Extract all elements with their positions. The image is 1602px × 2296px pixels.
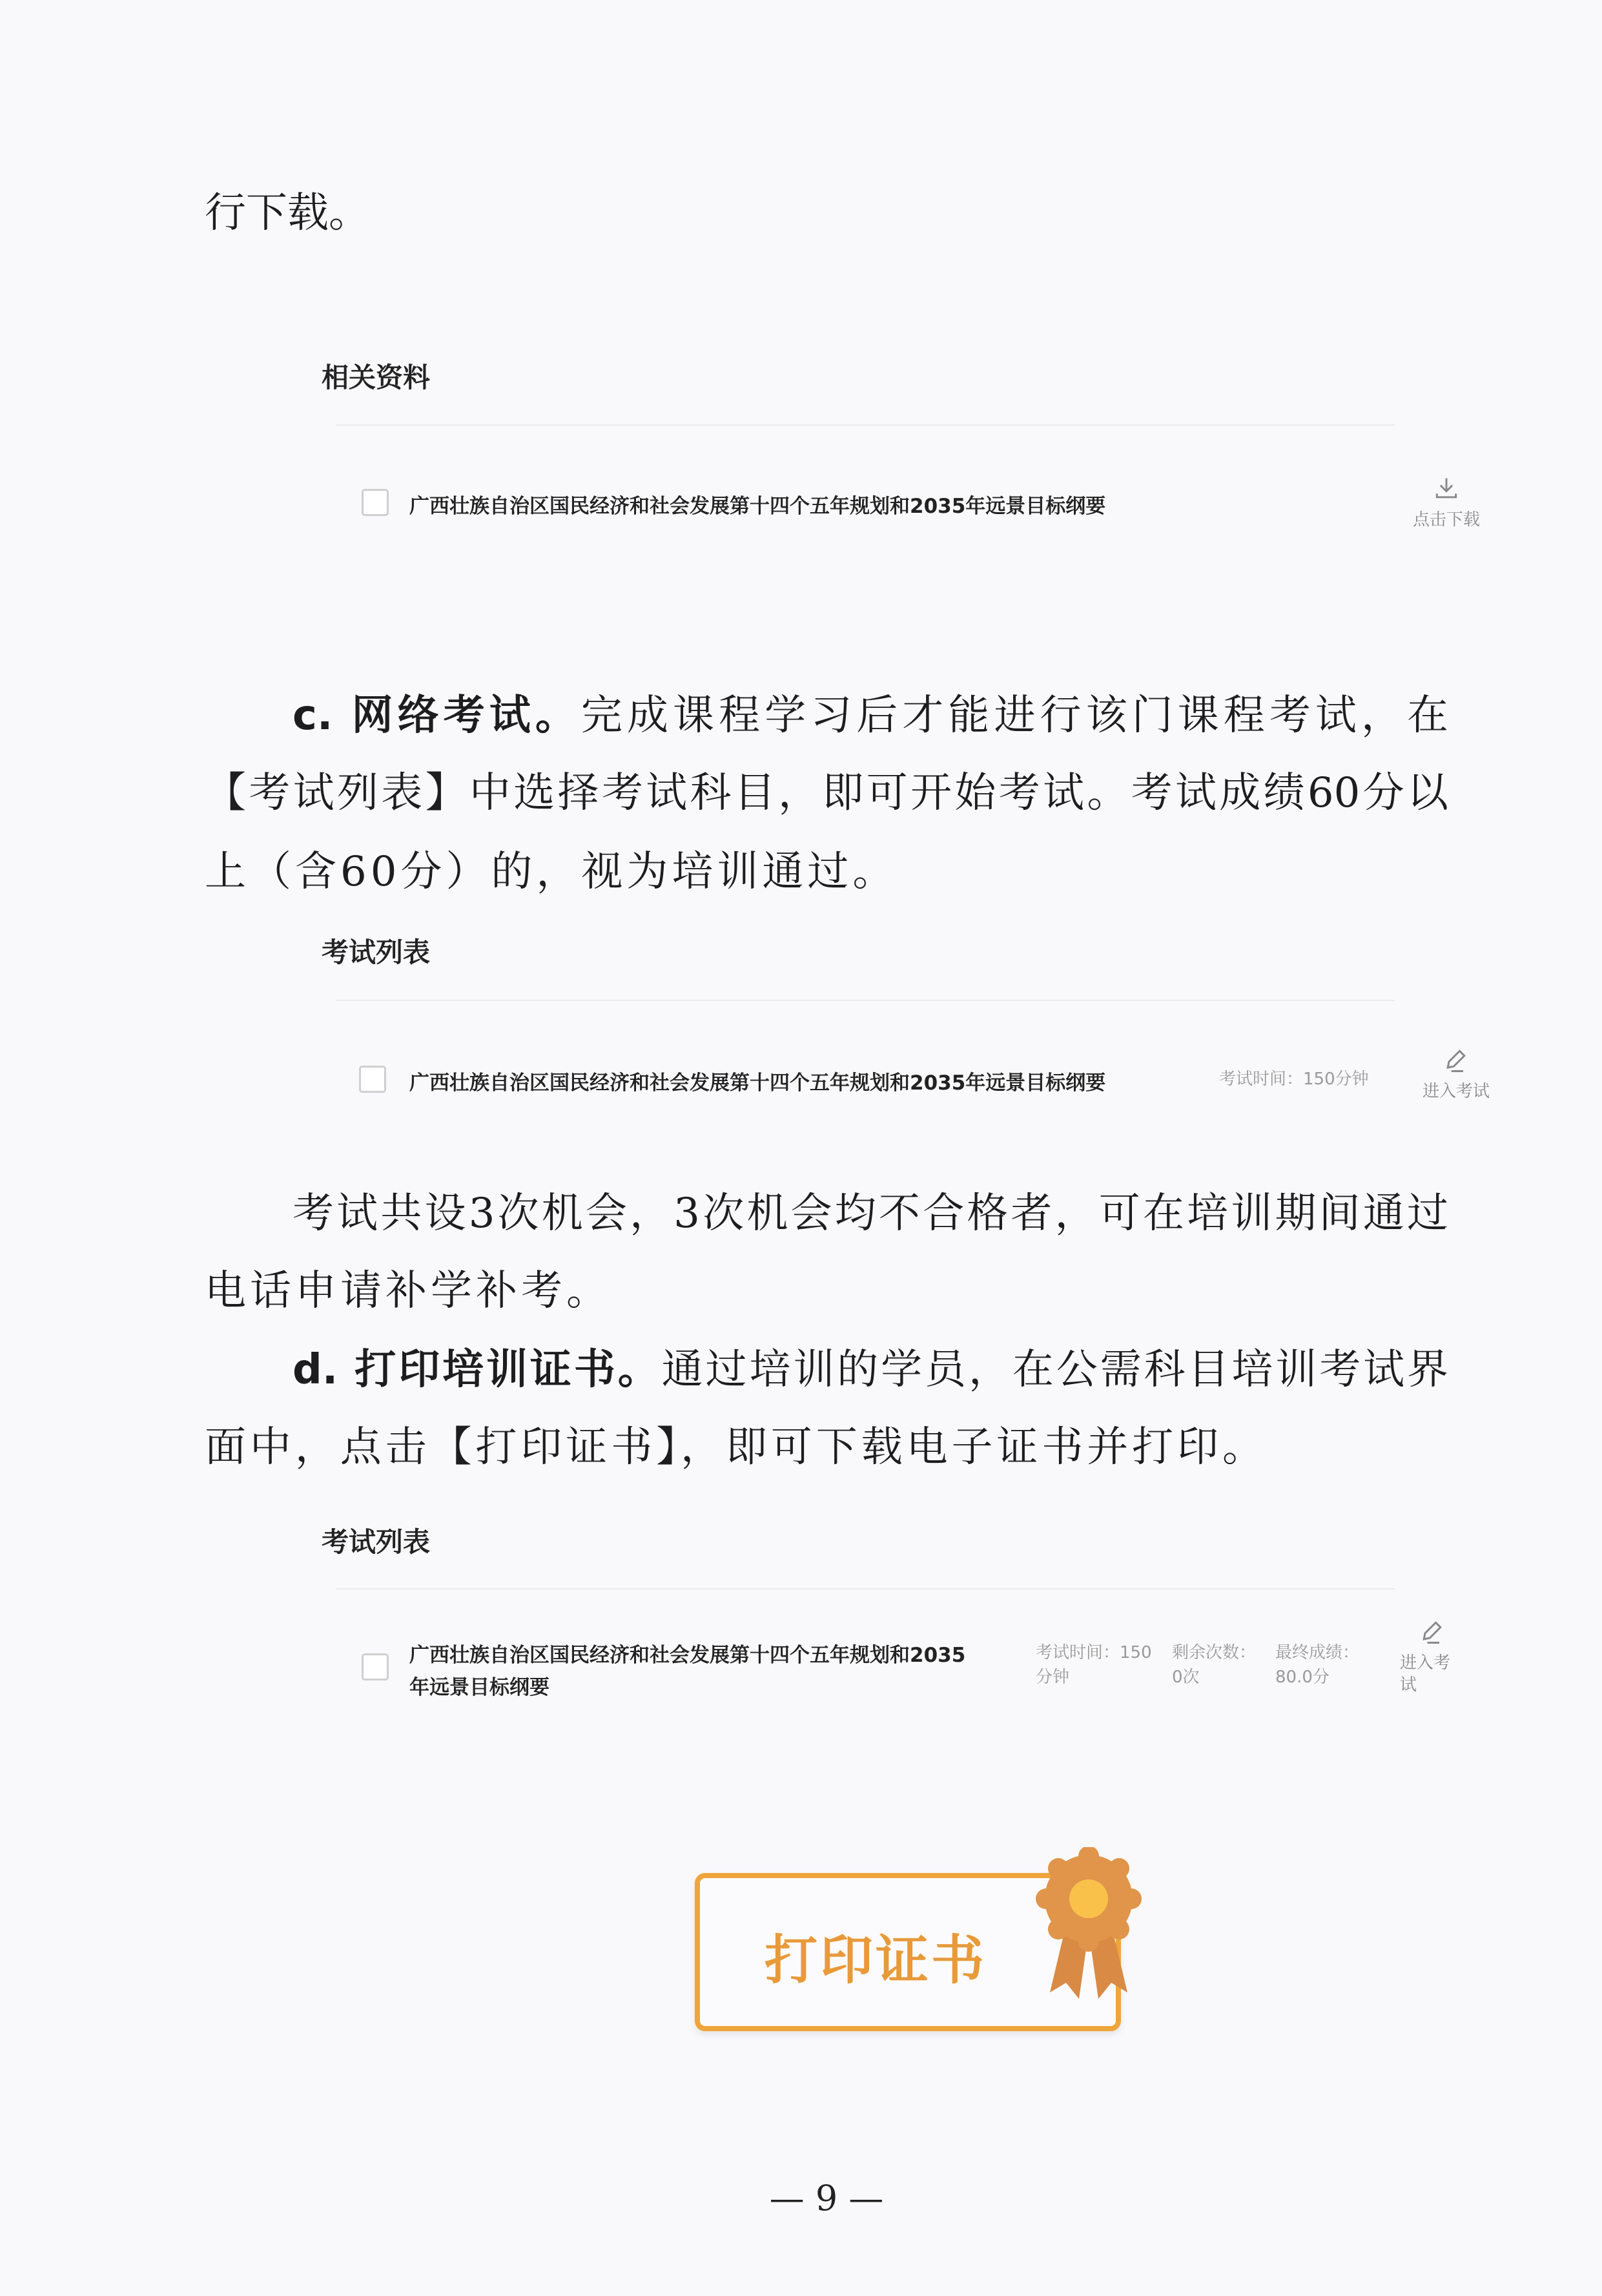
enter-exam-button[interactable] (1408, 1046, 1504, 1102)
exam-time (1036, 1640, 1152, 1690)
pencil-icon (1418, 1618, 1446, 1646)
enter-exam-button[interactable] (1400, 1618, 1452, 1696)
enter-exam-label: 进入考 (1400, 1653, 1451, 1673)
exam-title-line-2: 年远景目标纲要 (409, 1676, 549, 1699)
para-c-text: 完成课程学习后才能进行该门课程考试，在 (580, 692, 1449, 739)
material-checkbox[interactable] (362, 489, 389, 516)
score-value: 80.0分 (1275, 1668, 1330, 1687)
exam-title[interactable]: 广西壮族自治区国民经济和社会发展第十四个五年规划和2035年远景目标纲要 (409, 1071, 1106, 1095)
para-c-lead: c. 网络考试。 (293, 692, 581, 739)
enter-exam-label-2: 试 (1400, 1675, 1417, 1695)
exam-time-unit: 分钟 (1036, 1668, 1070, 1687)
final-score (1275, 1640, 1359, 1690)
retake-line-1: 考试共设3次机会，3次机会均不合格者，可在培训期间通过 (293, 1190, 1448, 1237)
page-number: — 9 — (769, 2178, 884, 2218)
para-d-line-1 (293, 1346, 1449, 1394)
print-certificate-label: 打印证书 (764, 1930, 987, 1991)
divider (336, 424, 1395, 426)
certificate-seal-icon (1031, 1847, 1147, 2009)
remaining-value: 0次 (1172, 1668, 1200, 1687)
exam-list-heading: 考试列表 (322, 1526, 431, 1558)
download-icon (1432, 475, 1461, 503)
intro-tail-text: 行下载。 (205, 189, 370, 237)
exam-time: 考试时间：150分钟 (1219, 1070, 1369, 1089)
material-title[interactable]: 广西壮族自治区国民经济和社会发展第十四个五年规划和2035年远景目标纲要 (409, 495, 1106, 518)
para-c-line-3: 上（含60分）的，视为培训通过。 (205, 848, 898, 896)
retake-line-2: 电话申请补学补考。 (205, 1267, 611, 1315)
para-d-line-2: 面中，点击【打印证书】，即可下载电子证书并打印。 (205, 1423, 1264, 1471)
para-c-line-2: 【考试列表】中选择考试科目，即可开始考试。考试成绩60分以 (205, 769, 1448, 817)
exam-title[interactable] (409, 1639, 965, 1704)
score-label: 最终成绩： (1275, 1643, 1360, 1662)
print-certificate-button[interactable] (695, 1873, 1121, 2031)
materials-heading: 相关资料 (322, 362, 431, 393)
divider (336, 1588, 1395, 1589)
divider (336, 1000, 1395, 1001)
pencil-icon (1442, 1046, 1470, 1075)
exam-title-line-1: 广西壮族自治区国民经济和社会发展第十四个五年规划和2035 (409, 1644, 966, 1667)
enter-exam-label: 进入考试 (1422, 1082, 1490, 1101)
exam-checkbox[interactable] (359, 1066, 386, 1093)
download-label: 点击下载 (1412, 510, 1480, 530)
para-d-text: 通过培训的学员，在公需科目培训考试界 (661, 1346, 1449, 1394)
exam-time-label: 考试时间：150 (1036, 1643, 1152, 1662)
exam-list-heading: 考试列表 (322, 936, 431, 968)
para-d-lead: d. 打印培训证书。 (293, 1346, 662, 1394)
para-c-line-1 (293, 692, 1449, 739)
remaining-label: 剩余次数： (1172, 1643, 1257, 1662)
download-button[interactable] (1401, 475, 1492, 531)
exam-checkbox[interactable] (362, 1653, 389, 1681)
remaining-attempts (1172, 1640, 1256, 1690)
